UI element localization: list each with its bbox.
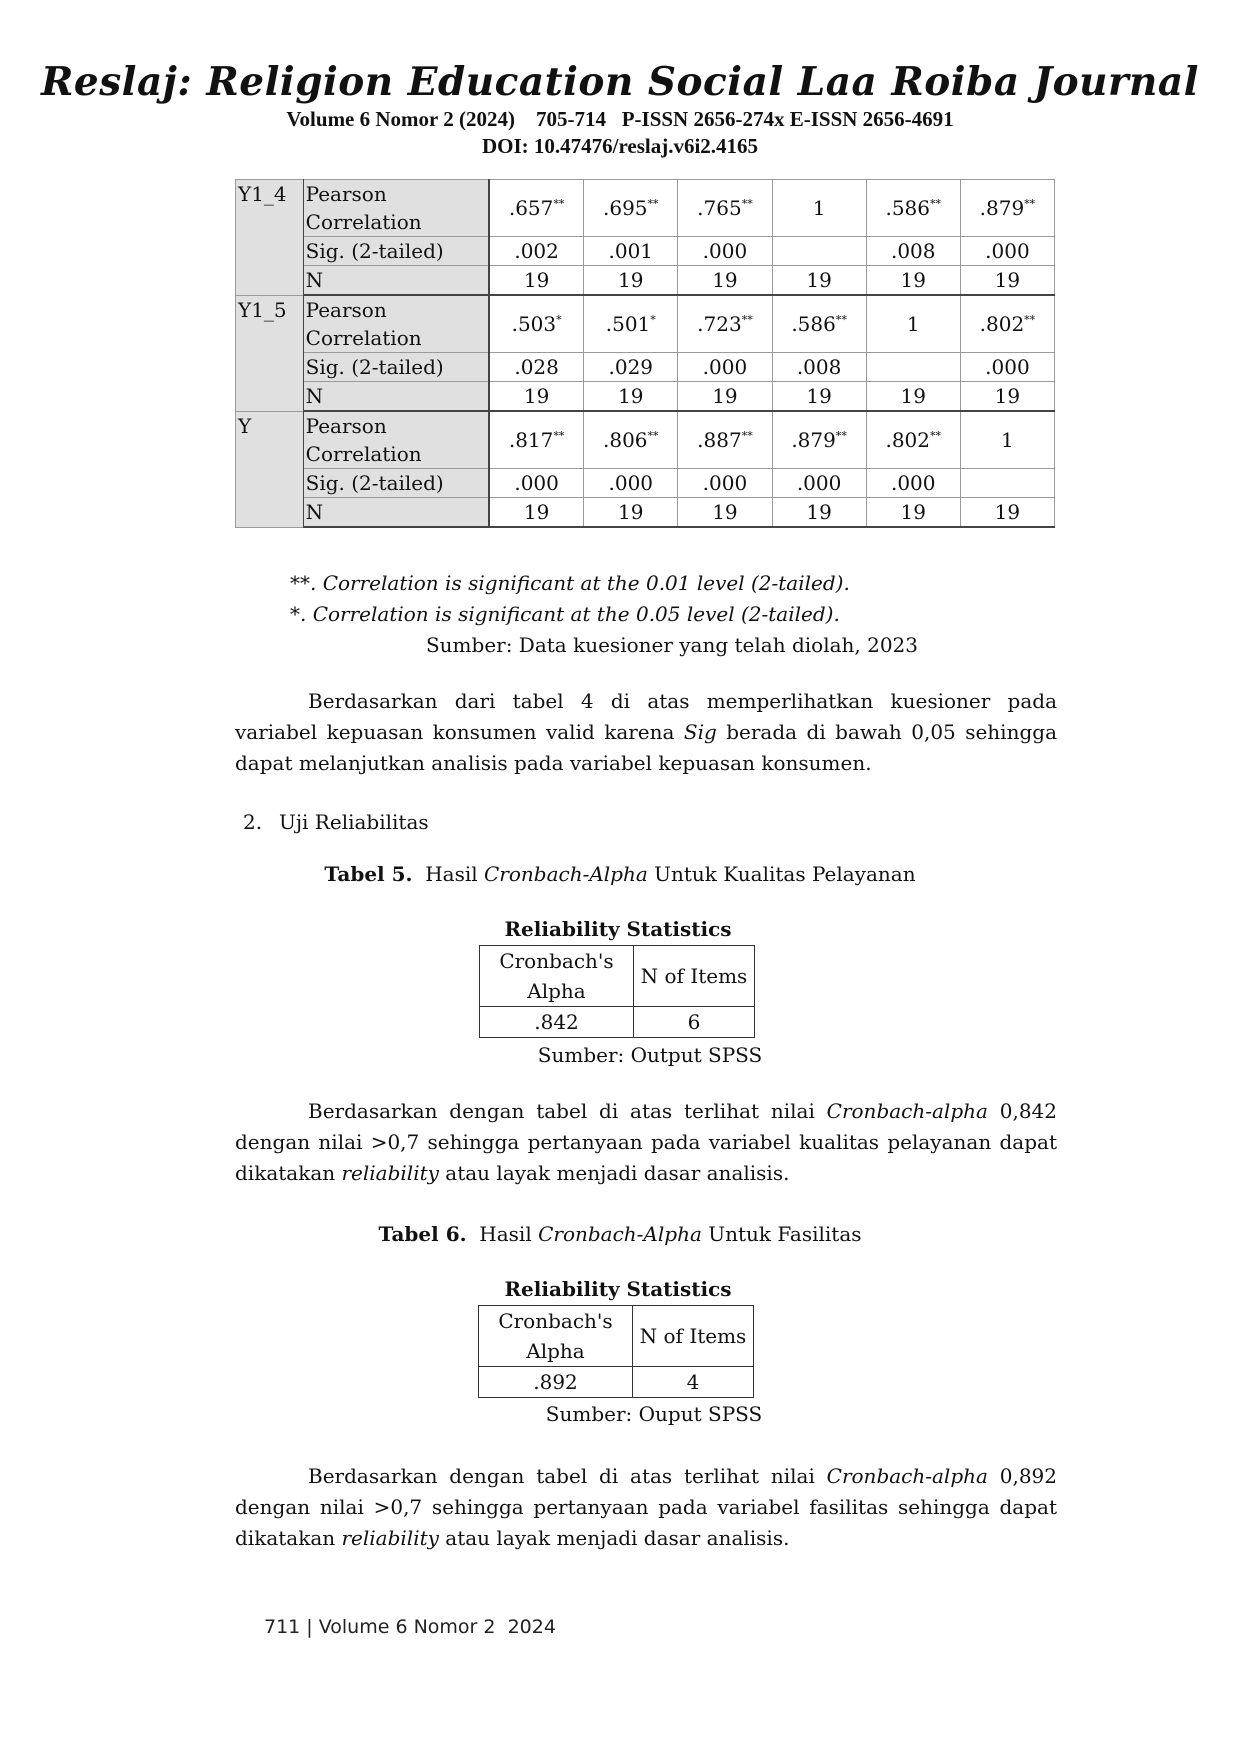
cell-value: 19 [900,268,926,292]
table-cell [584,498,678,528]
table-cell [584,353,678,382]
cell-value: 19 [994,384,1021,408]
table-cell [489,382,584,412]
cell-value: .008 [796,355,842,379]
significance-mark: ** [835,313,847,327]
table5-alpha-value: .842 [480,1007,634,1038]
section-number: 2. [243,810,263,834]
statistic-label: Pearson Correlation [303,180,489,237]
cell-value: .723 [697,312,742,336]
table-cell [489,469,584,498]
cell-value: .501 [605,312,651,336]
table-row [236,295,1055,353]
paragraph-table5 [235,1096,1057,1189]
table-cell [960,237,1054,266]
significance-mark: ** [553,429,565,443]
table-cell [866,382,960,412]
table-cell [866,295,960,353]
cell-value: .000 [608,471,654,495]
paragraph-italic: Sig [683,720,717,744]
cell-value: 1 [1001,428,1014,452]
table-cell [772,382,866,412]
significance-mark: ** [647,429,659,443]
paragraph-text: Berdasarkan dengan tabel di atas terlihat nilai [308,1464,827,1488]
paragraph-table6 [235,1461,1057,1554]
paragraph-text: Berdasarkan dari tabel 4 di atas memperlihatkan kuesioner pada variabel kepuasan konsumen valid karena [235,689,1057,744]
table-cell [772,237,866,266]
table-row [236,353,1055,382]
significance-mark: ** [1024,197,1036,211]
cell-value: 19 [994,500,1021,524]
table5-header-items: N of Items [634,946,755,1007]
table-cell [772,469,866,498]
table6-items-value: 4 [633,1367,754,1398]
caption-italic: Cronbach-Alpha [483,862,648,886]
table-cell [489,353,584,382]
table-cell [489,266,584,296]
cell-value: .001 [608,239,654,263]
statistic-label: N [303,382,489,412]
table-cell [584,180,678,237]
cell-value: .000 [702,355,748,379]
correlation-table-body [236,180,1055,528]
table-cell [584,411,678,469]
cell-value: 19 [806,268,832,292]
table-row [236,469,1055,498]
cell-value: .000 [796,471,842,495]
table-cell [772,353,866,382]
table-cell [866,180,960,237]
cell-value: .879 [791,428,836,452]
cell-value: 19 [900,500,926,524]
cell-value: .802 [885,428,930,452]
table6-alpha-value: .892 [479,1367,633,1398]
table-row [236,266,1055,296]
statistic-label: Sig. (2-tailed) [303,469,489,498]
cell-value: .008 [890,239,936,263]
table-cell [489,180,584,237]
variable-label: Y [236,411,304,527]
cell-value: .028 [514,355,559,379]
table6-header-alpha: Cronbach's Alpha [479,1306,633,1367]
table-cell [584,237,678,266]
cell-value: .002 [514,239,559,263]
cell-value: 19 [806,500,832,524]
journal-meta-volume: Volume 6 Nomor 2 (2024) 705-714 P-ISSN 2656-274x E-ISSN 2656-4691 [286,107,954,131]
table-row [236,498,1055,528]
journal-meta-doi: DOI: 10.47476/reslaj.v6i2.4165 [481,134,759,158]
table-cell [678,382,772,412]
cell-value: .000 [514,471,559,495]
significance-mark: ** [741,197,753,211]
table5-header-alpha: Cronbach's Alpha [480,946,634,1007]
table6-header-items: N of Items [633,1306,754,1367]
significance-mark: * [650,313,656,327]
cell-value: 1 [906,312,920,336]
table-cell [584,295,678,353]
cell-value: 19 [523,384,550,408]
cell-value: 19 [900,384,926,408]
table-cell [678,295,772,353]
table-cell [678,353,772,382]
cell-value: .029 [608,355,654,379]
significance-mark: ** [741,313,753,327]
correlation-table [235,179,1055,528]
significance-mark: ** [1024,313,1036,327]
table5-source: Sumber: Output SPSS [537,1043,763,1067]
section-title: Uji Reliabilitas [279,810,429,834]
table5-caption [0,859,1240,889]
table6-title: Reliability Statistics [504,1277,732,1301]
table-cell [584,266,678,296]
paragraph-text: Berdasarkan dengan tabel di atas terlihat nilai [308,1099,827,1123]
paragraph-text: berada di bawah 0,05 sehingga dapat melanjutkan analisis pada variabel kepuasan konsumen. [235,720,1057,775]
caption-text: Hasil [479,1222,539,1246]
table-cell [960,295,1054,353]
table5-label: Tabel 5. [324,862,413,886]
cell-value: .000 [890,471,936,495]
table6-label: Tabel 6. [378,1222,467,1246]
table-cell [489,411,584,469]
cell-value: 19 [994,268,1021,292]
significance-note-1: **. Correlation is significant at the 0.01 level (2-tailed). [290,571,850,595]
table-cell [866,266,960,296]
page-footer: 711 | Volume 6 Nomor 2 2024 [264,1616,556,1638]
cell-value: 19 [523,268,550,292]
cell-value: .000 [985,355,1030,379]
paragraph-text: 0,892 dengan nilai >0,7 sehingga pertanyaan pada variabel fasilitas sehingga dapat dikatakan [235,1464,1057,1550]
table5-title: Reliability Statistics [504,917,732,941]
paragraph-italic: Cronbach-alpha [826,1099,988,1123]
table-cell [866,237,960,266]
significance-note-2: *. Correlation is significant at the 0.05 level (2-tailed). [290,602,840,626]
table-row [236,411,1055,469]
significance-mark: ** [553,197,565,211]
table-cell [489,295,584,353]
cell-value: 19 [523,500,550,524]
table6-reliability [478,1305,754,1398]
table-cell [584,382,678,412]
caption-italic: Cronbach-Alpha [538,1222,702,1246]
table-cell [678,498,772,528]
cell-value: .586 [791,312,836,336]
statistic-label: N [303,498,489,528]
table-cell [772,295,866,353]
table-cell [960,266,1054,296]
journal-title: Reslaj: Religion Education Social Laa Roiba Journal [41,59,1199,105]
table5-items-value: 6 [634,1007,755,1038]
cell-value: 19 [712,384,738,408]
cell-value: 19 [806,384,832,408]
statistic-label: Sig. (2-tailed) [303,353,489,382]
cell-value: 19 [618,384,644,408]
cell-value: 19 [712,268,738,292]
correlation-source: Sumber: Data kuesioner yang telah diolah, 2023 [425,633,919,657]
paragraph-italic: reliability [341,1526,439,1550]
table-cell [772,180,866,237]
section-heading [243,807,429,837]
table-row [236,180,1055,237]
paragraph-validity [235,686,1057,779]
cell-value: .000 [985,239,1030,263]
table-cell [772,411,866,469]
table-cell [772,498,866,528]
cell-value: 19 [712,500,738,524]
table-cell [960,353,1054,382]
cell-value: .000 [702,239,748,263]
cell-value: .817 [508,428,554,452]
statistic-label: N [303,266,489,296]
table-cell [678,469,772,498]
table-cell [866,498,960,528]
caption-text: Untuk Kualitas Pelayanan [647,862,916,886]
cell-value: .657 [508,196,554,220]
statistic-label: Pearson Correlation [303,411,489,469]
table-cell [960,382,1054,412]
caption-text: Untuk Fasilitas [701,1222,862,1246]
table6-caption [0,1219,1240,1249]
table-cell [678,411,772,469]
table-cell [866,411,960,469]
table-cell [772,266,866,296]
table6-source: Sumber: Ouput SPSS [545,1402,763,1426]
paragraph-italic: reliability [341,1161,439,1185]
cell-value: .765 [697,196,742,220]
cell-value: .586 [885,196,930,220]
paragraph-text: atau layak menjadi dasar analisis. [438,1161,790,1185]
variable-label: Y1_5 [236,295,304,411]
cell-value: 19 [618,500,644,524]
table-cell [960,180,1054,237]
significance-mark: ** [835,429,847,443]
paragraph-text: 0,842 dengan nilai >0,7 sehingga pertanyaan pada variabel kualitas pelayanan dapat dikatakan [235,1099,1057,1185]
paragraph-text: atau layak menjadi dasar analisis. [438,1526,790,1550]
table-cell [678,266,772,296]
cell-value: .887 [697,428,742,452]
significance-mark: ** [930,197,941,211]
table5-reliability [479,945,755,1038]
table-cell [960,411,1054,469]
cell-value: .879 [979,196,1025,220]
table-cell [489,237,584,266]
statistic-label: Pearson Correlation [303,295,489,353]
significance-mark: ** [647,197,659,211]
table-cell [678,180,772,237]
table-cell [960,498,1054,528]
table-row [236,237,1055,266]
table-cell [866,353,960,382]
table-cell [678,237,772,266]
cell-value: .802 [979,312,1025,336]
cell-value: .695 [603,196,648,220]
table-cell [866,469,960,498]
cell-value: 1 [812,196,826,220]
table-cell [489,498,584,528]
paragraph-italic: Cronbach-alpha [826,1464,988,1488]
statistic-label: Sig. (2-tailed) [303,237,489,266]
cell-value: .000 [702,471,748,495]
significance-mark: ** [930,429,941,443]
table-cell [960,469,1054,498]
significance-mark: * [556,313,562,327]
cell-value: .503 [511,312,557,336]
significance-mark: ** [741,429,753,443]
table-row [236,382,1055,412]
variable-label: Y1_4 [236,180,304,296]
cell-value: 19 [618,268,644,292]
table-cell [584,469,678,498]
caption-text: Hasil [425,862,484,886]
cell-value: .806 [603,428,648,452]
